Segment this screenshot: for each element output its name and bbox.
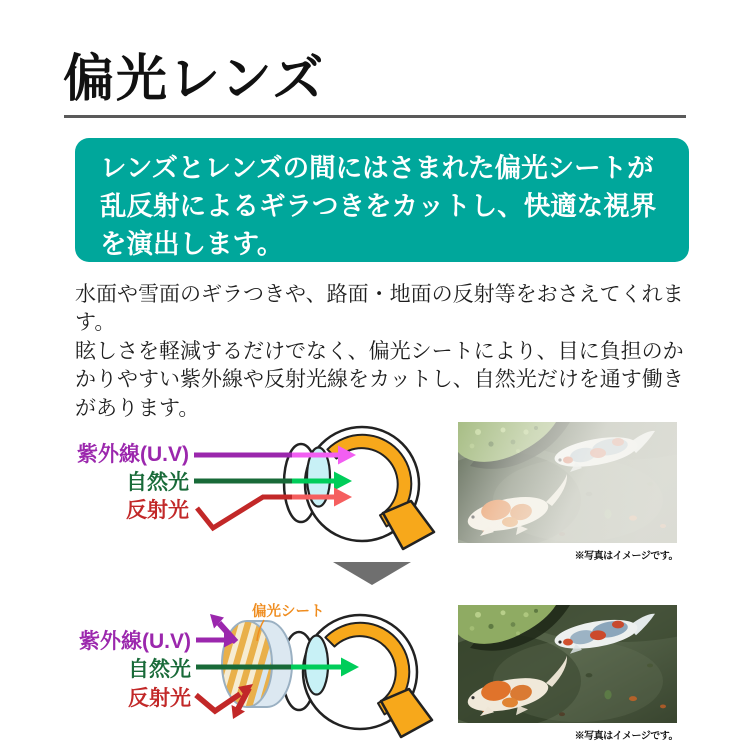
eye-illustration <box>282 615 432 737</box>
eye-diagram-with-lens <box>60 592 450 750</box>
natural-light-label: 自然光 <box>126 471 189 494</box>
photo-caption: ※写真はイメージです。 <box>574 551 678 562</box>
reflected-light-label: 反射光 <box>126 499 189 522</box>
reflected-ray-zigzag <box>197 497 292 528</box>
intro-paragraph-1: 水面や雪面のギラつきや、路面・地面の反射等をおさえてくれます。 <box>75 283 684 335</box>
down-arrow-icon <box>333 562 411 585</box>
eye-diagram-without-lens <box>60 413 450 565</box>
page-title: 偏光レンズ <box>63 50 326 107</box>
koi-pond-photo-glare <box>458 422 677 543</box>
reflected-light-label: 反射光 <box>128 687 191 710</box>
highlight-banner <box>75 138 689 262</box>
polarized-sheet-label: 偏光シート <box>252 604 325 620</box>
banner-line: を演出します。 <box>100 229 284 259</box>
intro-text <box>75 281 697 423</box>
uv-label: 紫外線(U.V) <box>77 443 189 466</box>
photo-caption: ※写真はイメージです。 <box>574 731 678 742</box>
glare-overlay <box>458 422 677 543</box>
eye-illustration <box>284 427 434 549</box>
koi-pond-photo-clear <box>458 605 677 723</box>
title-divider <box>64 115 686 118</box>
uv-label: 紫外線(U.V) <box>79 630 191 653</box>
intro-paragraph-2: 眩しさを軽減するだけでなく、偏光シートにより、目に負担のかかりやすい紫外線や反射光線をカットし、自然光だけを通す働きがあります。 <box>75 339 684 420</box>
banner-line: 乱反射によるギラつきをカットし、快適な視界 <box>100 191 657 221</box>
banner-line: レンズとレンズの間にはさまれた偏光シートが <box>100 153 654 183</box>
natural-light-label: 自然光 <box>128 658 191 681</box>
